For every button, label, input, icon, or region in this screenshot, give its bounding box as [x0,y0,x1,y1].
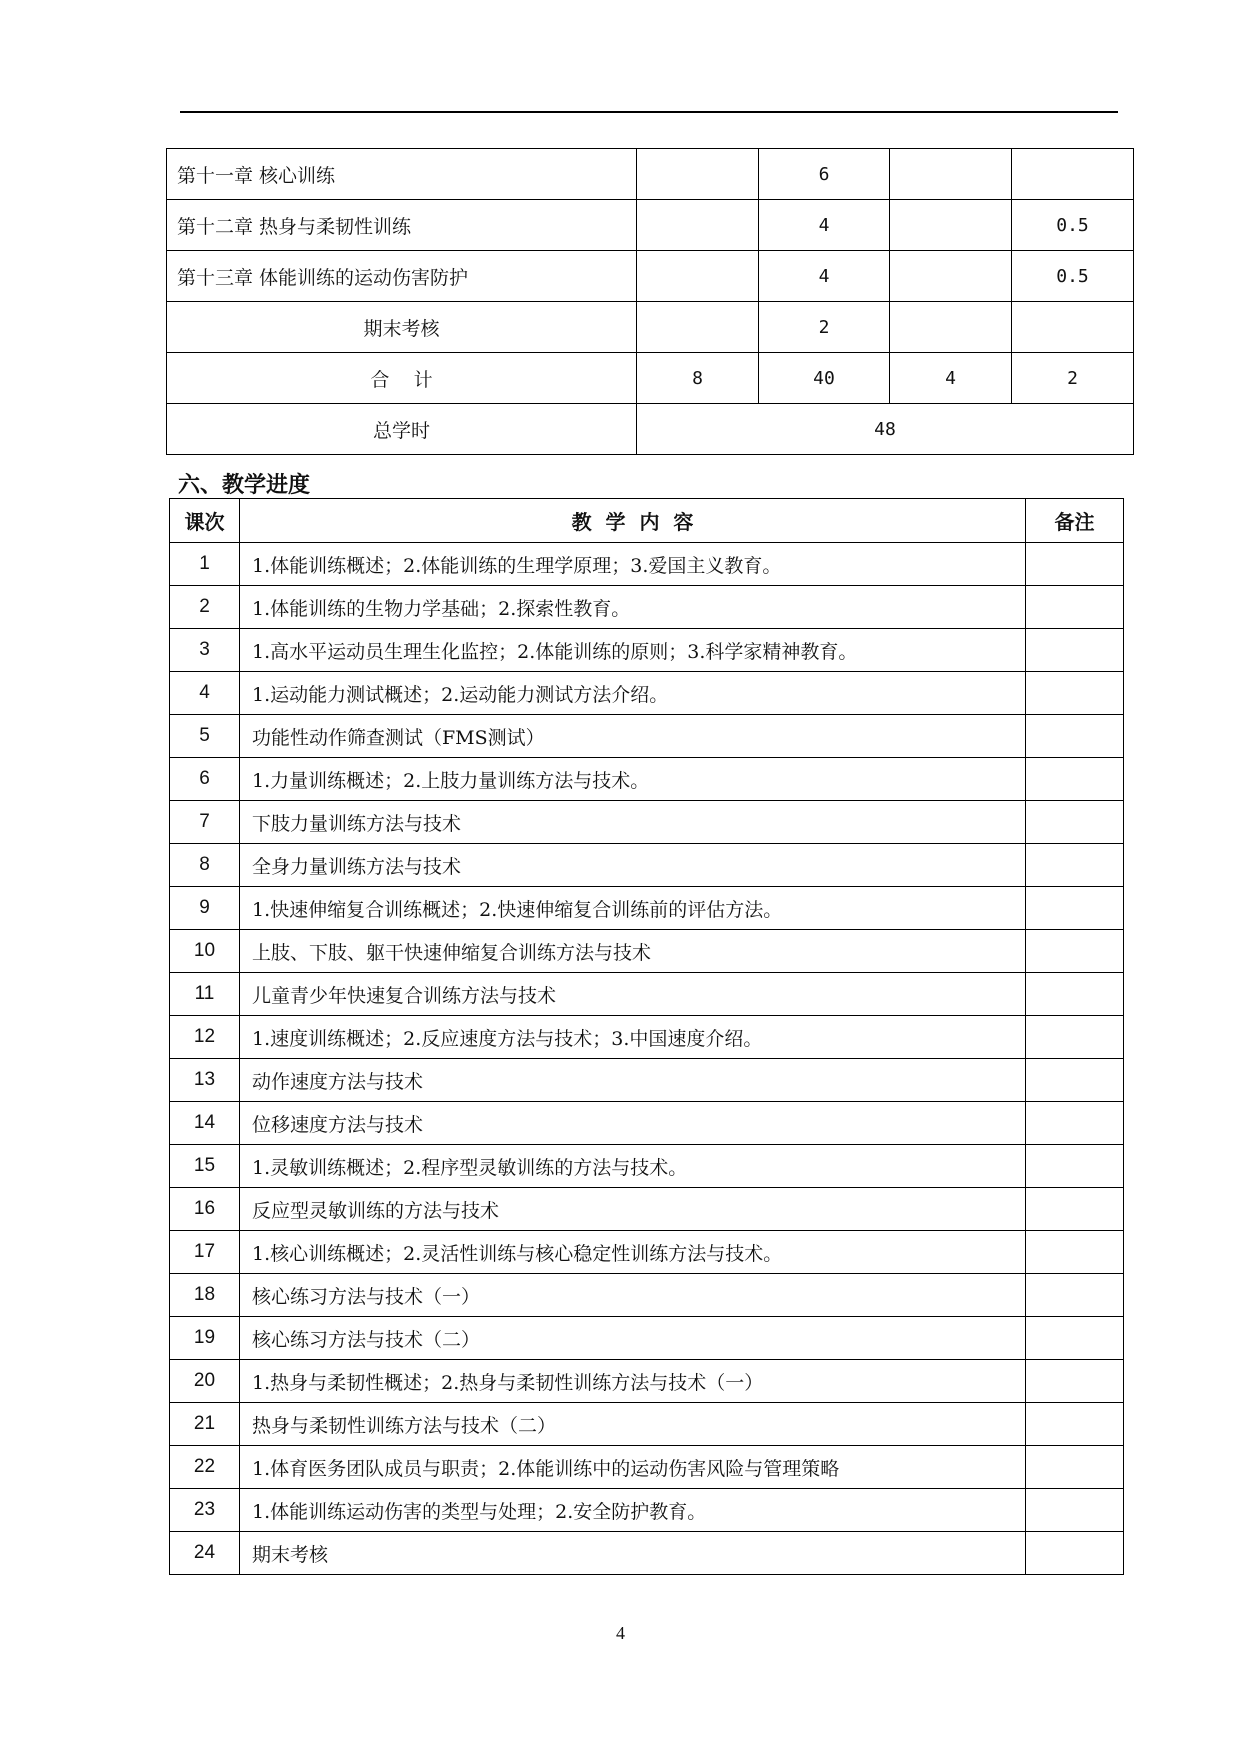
hours-cell: 2 [759,302,890,353]
lesson-content: 下肢力量训练方法与技术 [240,801,1026,844]
lesson-number: 22 [170,1446,240,1489]
lesson-note [1026,1059,1124,1102]
chapter-cell: 期末考核 [167,302,637,353]
hours-cell [1012,149,1134,200]
lesson-note [1026,844,1124,887]
lesson-note [1026,758,1124,801]
hours-cell [890,251,1012,302]
lesson-note [1026,1317,1124,1360]
lesson-content: 核心练习方法与技术（二） [240,1317,1026,1360]
lesson-content: 1.运动能力测试概述；2.运动能力测试方法介绍。 [240,672,1026,715]
lesson-number: 23 [170,1489,240,1532]
lesson-note [1026,801,1124,844]
lesson-note [1026,629,1124,672]
lesson-number: 13 [170,1059,240,1102]
table-row [170,1274,1124,1317]
lesson-note [1026,1102,1124,1145]
lesson-note [1026,672,1124,715]
hours-cell: 2 [1012,353,1134,404]
lesson-content: 反应型灵敏训练的方法与技术 [240,1188,1026,1231]
table-row [167,200,1134,251]
lesson-number: 24 [170,1532,240,1575]
lesson-note [1026,1231,1124,1274]
lesson-note [1026,1403,1124,1446]
sum-label: 合 计 [167,353,637,404]
lesson-note [1026,973,1124,1016]
lesson-content: 功能性动作筛查测试（FMS测试） [240,715,1026,758]
table-row [170,672,1124,715]
table-row [170,543,1124,586]
lesson-number: 17 [170,1231,240,1274]
table-row [170,1059,1124,1102]
hours-cell: 6 [759,149,890,200]
chapter-cell: 第十一章 核心训练 [167,149,637,200]
lesson-note [1026,1016,1124,1059]
table-row [170,1403,1124,1446]
header-rule [180,111,1118,113]
lesson-content: 1.热身与柔韧性概述；2.热身与柔韧性训练方法与技术（一） [240,1360,1026,1403]
lesson-note [1026,1145,1124,1188]
table-row [170,1489,1124,1532]
lesson-content: 1.高水平运动员生理生化监控；2.体能训练的原则；3.科学家精神教育。 [240,629,1026,672]
lesson-note [1026,586,1124,629]
lesson-content: 核心练习方法与技术（一） [240,1274,1026,1317]
lesson-number: 6 [170,758,240,801]
lesson-content: 1.体育医务团队成员与职责；2.体能训练中的运动伤害风险与管理策略 [240,1446,1026,1489]
lesson-number: 18 [170,1274,240,1317]
lesson-number: 15 [170,1145,240,1188]
lesson-note [1026,1274,1124,1317]
table-row [170,586,1124,629]
lesson-number: 10 [170,930,240,973]
page-number: 4 [616,1623,625,1643]
hours-cell [637,251,759,302]
table-row [170,1360,1124,1403]
hours-cell [890,302,1012,353]
total-hours-label: 总学时 [167,404,637,455]
lesson-content: 1.灵敏训练概述；2.程序型灵敏训练的方法与技术。 [240,1145,1026,1188]
lesson-note [1026,1489,1124,1532]
lesson-note [1026,1446,1124,1489]
lesson-note [1026,543,1124,586]
table-row [167,302,1134,353]
lesson-content: 1.速度训练概述；2.反应速度方法与技术；3.中国速度介绍。 [240,1016,1026,1059]
lesson-number: 20 [170,1360,240,1403]
hours-cell [637,200,759,251]
total-hours-value: 48 [637,404,1134,455]
hours-cell [890,200,1012,251]
schedule-table [169,498,1124,1575]
hours-cell: 4 [759,200,890,251]
column-header-no: 课次 [170,499,240,543]
table-row [170,1532,1124,1575]
table-row [170,844,1124,887]
lesson-note [1026,1188,1124,1231]
lesson-content: 位移速度方法与技术 [240,1102,1026,1145]
table-row [170,629,1124,672]
table-row [170,930,1124,973]
lesson-number: 19 [170,1317,240,1360]
hours-cell: 0.5 [1012,200,1134,251]
table-row [170,1446,1124,1489]
lesson-content: 全身力量训练方法与技术 [240,844,1026,887]
hours-cell [1012,302,1134,353]
lesson-number: 16 [170,1188,240,1231]
hours-cell: 8 [637,353,759,404]
table-row [170,1188,1124,1231]
column-header-note: 备注 [1026,499,1124,543]
table-row [170,715,1124,758]
lesson-content: 1.体能训练概述；2.体能训练的生理学原理；3.爱国主义教育。 [240,543,1026,586]
lesson-content: 1.快速伸缩复合训练概述；2.快速伸缩复合训练前的评估方法。 [240,887,1026,930]
table-row [167,149,1134,200]
lesson-number: 21 [170,1403,240,1446]
lesson-content: 1.体能训练运动伤害的类型与处理；2.安全防护教育。 [240,1489,1026,1532]
lesson-note [1026,887,1124,930]
lesson-number: 7 [170,801,240,844]
section-title: 六、教学进度 [178,473,311,498]
table-row [170,1102,1124,1145]
lesson-number: 8 [170,844,240,887]
table-row [170,973,1124,1016]
table-row [167,404,1134,455]
lesson-content: 1.力量训练概述；2.上肢力量训练方法与技术。 [240,758,1026,801]
lesson-number: 11 [170,973,240,1016]
lesson-number: 5 [170,715,240,758]
lesson-note [1026,715,1124,758]
hours-cell [890,149,1012,200]
table-row [170,758,1124,801]
table-row [170,1145,1124,1188]
table-row [167,251,1134,302]
lesson-note [1026,1532,1124,1575]
lesson-number: 3 [170,629,240,672]
lesson-number: 2 [170,586,240,629]
lesson-content: 热身与柔韧性训练方法与技术（二） [240,1403,1026,1446]
lesson-note [1026,1360,1124,1403]
header-row [170,499,1124,543]
chapter-cell: 第十三章 体能训练的运动伤害防护 [167,251,637,302]
table-row [170,1016,1124,1059]
hours-cell: 0.5 [1012,251,1134,302]
lesson-number: 14 [170,1102,240,1145]
lesson-number: 12 [170,1016,240,1059]
hours-cell: 4 [759,251,890,302]
lesson-content: 上肢、下肢、躯干快速伸缩复合训练方法与技术 [240,930,1026,973]
table-row [170,887,1124,930]
lesson-content: 动作速度方法与技术 [240,1059,1026,1102]
table-row [170,1317,1124,1360]
lesson-number: 1 [170,543,240,586]
column-header-content: 教 学 内 容 [240,499,1026,543]
hours-cell [637,149,759,200]
lesson-content: 儿童青少年快速复合训练方法与技术 [240,973,1026,1016]
hours-cell: 4 [890,353,1012,404]
lesson-content: 1.核心训练概述；2.灵活性训练与核心稳定性训练方法与技术。 [240,1231,1026,1274]
lesson-content: 1.体能训练的生物力学基础；2.探索性教育。 [240,586,1026,629]
table-row [170,801,1124,844]
hours-cell [637,302,759,353]
lesson-note [1026,930,1124,973]
table-row [167,353,1134,404]
lesson-content: 期末考核 [240,1532,1026,1575]
table-row [170,1231,1124,1274]
chapter-cell: 第十二章 热身与柔韧性训练 [167,200,637,251]
lesson-number: 4 [170,672,240,715]
lesson-number: 9 [170,887,240,930]
hours-cell: 40 [759,353,890,404]
hours-table [166,148,1134,455]
